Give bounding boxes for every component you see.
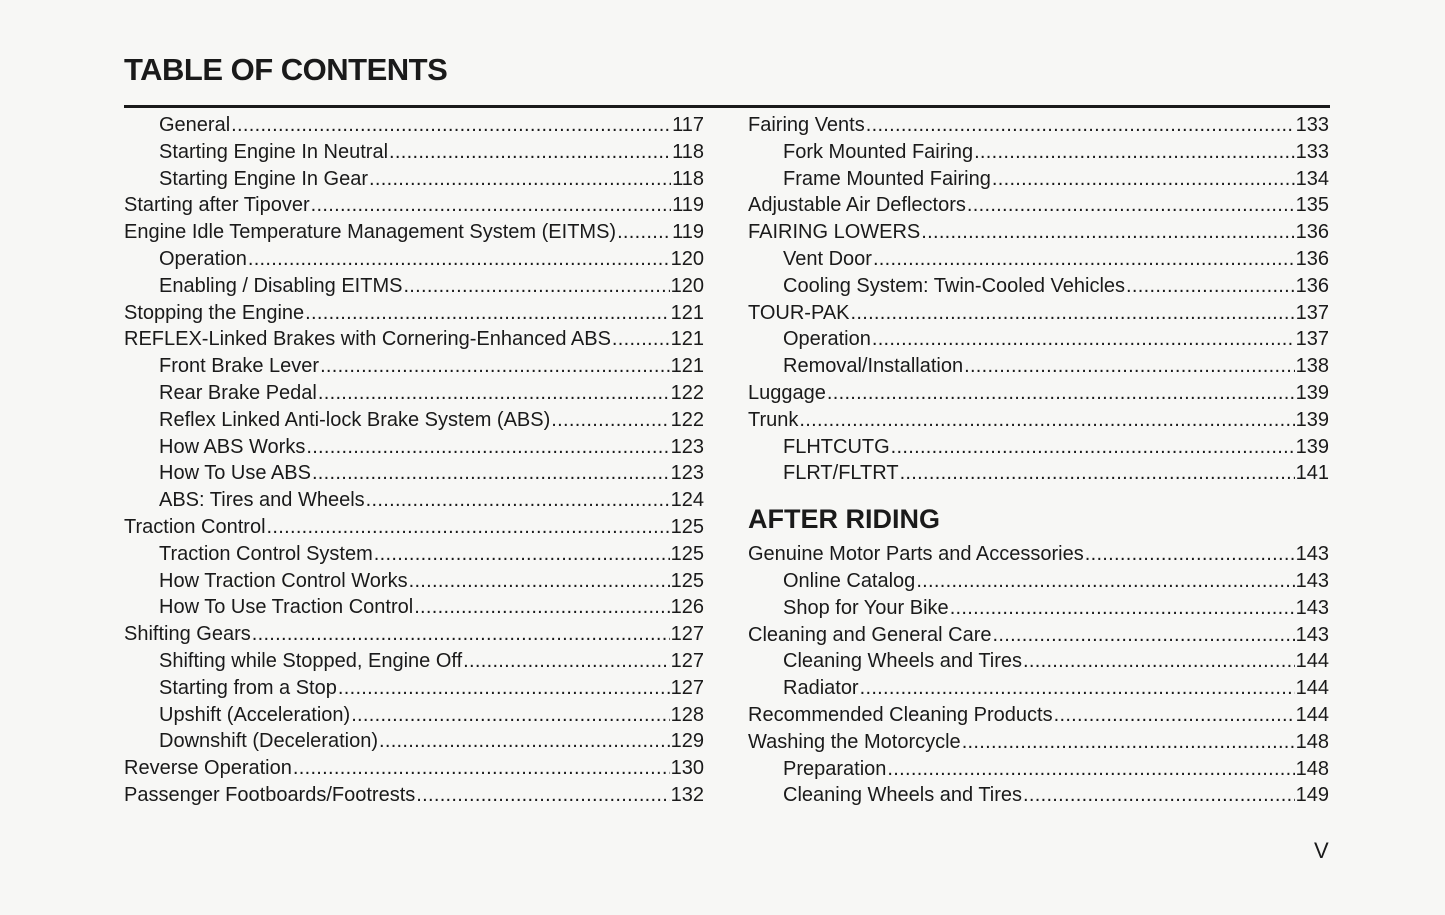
- dot-leader: [416, 784, 669, 807]
- toc-entry-page: 144: [1295, 650, 1329, 673]
- dot-leader: [379, 730, 670, 753]
- toc-entry-label: How Traction Control Works: [159, 569, 408, 592]
- toc-entry-page: 125: [670, 569, 704, 592]
- toc-entry-label: Front Brake Lever: [159, 355, 320, 378]
- toc-entry[interactable]: [748, 624, 1329, 651]
- toc-entry[interactable]: [124, 114, 704, 141]
- toc-entry-label: Rear Brake Pedal: [159, 381, 317, 404]
- toc-entry-page: 119: [672, 194, 704, 217]
- toc-entry-page: 118: [672, 140, 704, 163]
- toc-entry-page: 139: [1295, 381, 1329, 404]
- toc-entry[interactable]: [748, 194, 1329, 221]
- toc-entry-label: Starting Engine In Neutral: [159, 140, 389, 163]
- toc-entry[interactable]: [748, 409, 1329, 436]
- toc-entry-page: 127: [670, 623, 704, 646]
- dot-leader: [873, 248, 1295, 271]
- toc-entry[interactable]: [124, 436, 704, 463]
- dot-leader: [414, 596, 669, 619]
- dot-leader: [318, 382, 670, 405]
- toc-entry-page: 122: [670, 408, 704, 431]
- toc-list-left: [124, 114, 704, 811]
- toc-entry-page: 126: [670, 596, 704, 619]
- dot-leader: [992, 168, 1295, 191]
- dot-leader: [967, 194, 1295, 217]
- toc-entry-page: 139: [1295, 408, 1329, 431]
- toc-entry-page: 143: [1295, 543, 1329, 566]
- section-heading-after-riding: AFTER RIDING: [748, 504, 940, 535]
- dot-leader: [409, 570, 670, 593]
- toc-entry[interactable]: [748, 355, 1329, 382]
- toc-entry-label: Frame Mounted Fairing: [783, 167, 991, 190]
- toc-entry[interactable]: [124, 275, 704, 302]
- dot-leader: [1023, 650, 1295, 673]
- dot-leader: [964, 355, 1295, 378]
- toc-entry-page: 117: [672, 114, 704, 136]
- toc-entry-label: Starting after Tipover: [124, 194, 310, 217]
- toc-entry[interactable]: [124, 489, 704, 516]
- toc-entry-label: Reflex Linked Anti-lock Brake System (ABS): [159, 408, 551, 431]
- toc-entry-label: Operation: [159, 247, 247, 270]
- toc-entry-page: 128: [670, 703, 704, 726]
- toc-entry[interactable]: [748, 677, 1329, 704]
- toc-entry-label: Vent Door: [783, 247, 872, 270]
- dot-leader: [338, 677, 670, 700]
- toc-entry-page: 130: [670, 757, 704, 780]
- toc-entry-label: Cooling System: Twin-Cooled Vehicles: [783, 274, 1126, 297]
- toc-entry-page: 134: [1295, 167, 1329, 190]
- toc-entry-page: 119: [672, 221, 704, 244]
- dot-leader: [993, 624, 1295, 647]
- toc-entry[interactable]: [748, 704, 1329, 731]
- toc-entry[interactable]: [748, 731, 1329, 758]
- dot-leader: [293, 757, 670, 780]
- toc-entry-label: How ABS Works: [159, 435, 306, 458]
- toc-entry-label: Cleaning Wheels and Tires: [783, 784, 1023, 807]
- dot-leader: [389, 141, 671, 164]
- dot-leader: [252, 623, 670, 646]
- dot-leader: [311, 194, 671, 217]
- toc-entry-label: Upshift (Acceleration): [159, 703, 351, 726]
- toc-entry-label: Starting from a Stop: [159, 676, 337, 699]
- toc-entry[interactable]: [124, 677, 704, 704]
- dot-leader: [851, 302, 1295, 325]
- toc-entry[interactable]: [748, 275, 1329, 302]
- dot-leader: [1085, 543, 1295, 566]
- toc-entry[interactable]: [748, 462, 1329, 489]
- toc-entry-page: 137: [1295, 301, 1329, 324]
- toc-entry[interactable]: [748, 114, 1329, 141]
- toc-entry-label: Online Catalog: [783, 569, 916, 592]
- dot-leader: [267, 516, 670, 539]
- toc-entry[interactable]: [748, 382, 1329, 409]
- toc-entry-page: 133: [1295, 140, 1329, 163]
- toc-entry-label: Operation: [783, 328, 871, 351]
- dot-leader: [248, 248, 670, 271]
- toc-entry-page: 129: [670, 730, 704, 753]
- toc-entry-label: Stopping the Engine: [124, 301, 305, 324]
- toc-entry[interactable]: [124, 462, 704, 489]
- dot-leader: [374, 543, 670, 566]
- toc-entry-label: Shop for Your Bike: [783, 596, 949, 619]
- toc-entry-page: 139: [1295, 435, 1329, 458]
- toc-entry-page: 127: [670, 649, 704, 672]
- dot-leader: [916, 570, 1294, 593]
- toc-entry-page: 124: [670, 489, 704, 512]
- toc-entry-page: 136: [1295, 274, 1329, 297]
- toc-entry-page: 120: [670, 247, 704, 270]
- toc-entry-label: Shifting Gears: [124, 623, 251, 646]
- toc-entry-label: Fairing Vents: [748, 114, 865, 136]
- dot-leader: [866, 114, 1295, 137]
- toc-entry[interactable]: [124, 570, 704, 597]
- toc-entry[interactable]: [124, 704, 704, 731]
- toc-entry[interactable]: [748, 168, 1329, 195]
- toc-entry[interactable]: [124, 757, 704, 784]
- page-number: V: [1314, 838, 1329, 863]
- dot-leader: [617, 221, 671, 244]
- toc-entry-label: ABS: Tires and Wheels: [159, 489, 365, 512]
- toc-entry[interactable]: [124, 623, 704, 650]
- toc-entry-page: 123: [670, 462, 704, 485]
- dot-leader: [887, 758, 1294, 781]
- toc-entry-page: 127: [670, 676, 704, 699]
- toc-entry-page: 132: [670, 783, 704, 806]
- toc-entry-label: Genuine Motor Parts and Accessories: [748, 543, 1084, 566]
- dot-leader: [799, 409, 1294, 432]
- page-title: TABLE OF CONTENTS: [124, 52, 448, 87]
- toc-entry[interactable]: [748, 784, 1329, 811]
- dot-leader: [860, 677, 1295, 700]
- toc-entry-label: Washing the Motorcycle: [748, 730, 961, 753]
- toc-entry-page: 136: [1295, 247, 1329, 270]
- toc-entry-label: Engine Idle Temperature Management System (EITMS): [124, 221, 617, 244]
- toc-entry-page: 138: [1295, 355, 1329, 378]
- toc-entry-page: 125: [670, 515, 704, 538]
- toc-entry-page: 118: [672, 167, 704, 190]
- dot-leader: [320, 355, 670, 378]
- toc-entry-label: Downshift (Deceleration): [159, 730, 378, 753]
- toc-entry[interactable]: [748, 650, 1329, 677]
- dot-leader: [921, 221, 1294, 244]
- toc-entry-page: 135: [1295, 194, 1329, 217]
- toc-entry-page: 121: [670, 328, 704, 351]
- dot-leader: [827, 382, 1295, 405]
- toc-entry-page: 136: [1295, 221, 1329, 244]
- toc-entry[interactable]: [124, 248, 704, 275]
- dot-leader: [1023, 784, 1295, 807]
- toc-entry-label: How To Use Traction Control: [159, 596, 414, 619]
- toc-entry-label: Fork Mounted Fairing: [783, 140, 974, 163]
- toc-entry-page: 149: [1295, 784, 1329, 807]
- toc-entry[interactable]: [124, 302, 704, 329]
- toc-list-right-bottom: [748, 543, 1329, 811]
- dot-leader: [463, 650, 669, 673]
- toc-entry-page: 148: [1295, 757, 1329, 780]
- dot-leader: [305, 302, 669, 325]
- dot-leader: [872, 328, 1295, 351]
- toc-entry[interactable]: [748, 570, 1329, 597]
- toc-entry-page: 143: [1295, 569, 1329, 592]
- toc-entry-label: FLRT/FLTRT: [783, 462, 899, 485]
- toc-entry-page: 143: [1295, 623, 1329, 646]
- toc-entry-label: Cleaning Wheels and Tires: [783, 650, 1023, 673]
- toc-list-right-top: [748, 114, 1329, 489]
- toc-entry-label: Radiator: [783, 677, 859, 700]
- toc-entry-label: Luggage: [748, 381, 826, 404]
- dot-leader: [962, 731, 1295, 754]
- toc-entry[interactable]: [748, 221, 1329, 248]
- toc-entry[interactable]: [124, 596, 704, 623]
- toc-entry-label: Enabling / Disabling EITMS: [159, 274, 403, 297]
- toc-entry-label: Passenger Footboards/Footrests: [124, 783, 416, 806]
- toc-entry-page: 144: [1295, 677, 1329, 700]
- toc-entry-label: FAIRING LOWERS: [748, 221, 921, 244]
- toc-entry-page: 120: [670, 274, 704, 297]
- toc-entry-page: 148: [1295, 730, 1329, 753]
- toc-entry-label: FLHTCUTG: [783, 435, 890, 458]
- toc-entry-label: How To Use ABS: [159, 462, 311, 485]
- toc-entry-label: Trunk: [748, 408, 799, 431]
- toc-entry[interactable]: [124, 784, 704, 811]
- toc-entry[interactable]: [124, 409, 704, 436]
- dot-leader: [950, 597, 1295, 620]
- toc-entry[interactable]: [124, 516, 704, 543]
- toc-entry[interactable]: [748, 543, 1329, 570]
- dot-leader: [612, 328, 670, 351]
- dot-leader: [369, 168, 671, 191]
- dot-leader: [1126, 275, 1295, 298]
- toc-entry[interactable]: [124, 730, 704, 757]
- dot-leader: [351, 704, 669, 727]
- dot-leader: [306, 436, 669, 459]
- toc-entry[interactable]: [748, 248, 1329, 275]
- toc-entry-page: 137: [1295, 328, 1329, 351]
- dot-leader: [891, 436, 1295, 459]
- dot-leader: [974, 141, 1295, 164]
- toc-entry[interactable]: [124, 543, 704, 570]
- toc-entry[interactable]: [124, 328, 704, 355]
- toc-entry-page: 121: [670, 355, 704, 378]
- toc-entry-page: 123: [670, 435, 704, 458]
- toc-entry-label: Removal/Installation: [783, 355, 964, 378]
- toc-entry-page: 121: [670, 301, 704, 324]
- toc-entry-label: General: [159, 114, 231, 136]
- toc-entry-label: Preparation: [783, 757, 887, 780]
- dot-leader: [312, 462, 670, 485]
- toc-entry-label: Reverse Operation: [124, 757, 292, 780]
- toc-entry[interactable]: [748, 328, 1329, 355]
- toc-entry-page: 144: [1295, 703, 1329, 726]
- toc-entry[interactable]: [124, 382, 704, 409]
- toc-entry-label: Recommended Cleaning Products: [748, 703, 1053, 726]
- toc-entry[interactable]: [124, 355, 704, 382]
- toc-entry[interactable]: [124, 650, 704, 677]
- toc-entry[interactable]: [124, 141, 704, 168]
- toc-entry-label: REFLEX-Linked Brakes with Cornering-Enhanced ABS: [124, 328, 611, 351]
- toc-entry[interactable]: [748, 758, 1329, 785]
- toc-entry[interactable]: [748, 141, 1329, 168]
- toc-entry[interactable]: [124, 221, 704, 248]
- title-divider: [124, 105, 1330, 108]
- toc-entry[interactable]: [748, 597, 1329, 624]
- toc-entry[interactable]: [748, 436, 1329, 463]
- toc-entry-label: Cleaning and General Care: [748, 623, 992, 646]
- dot-leader: [231, 114, 671, 137]
- dot-leader: [900, 462, 1295, 485]
- toc-entry-label: TOUR-PAK: [748, 301, 850, 324]
- toc-entry-label: Traction Control: [124, 515, 266, 538]
- dot-leader: [1054, 704, 1295, 727]
- toc-entry[interactable]: [124, 194, 704, 221]
- toc-entry-page: 122: [670, 381, 704, 404]
- toc-entry-label: Starting Engine In Gear: [159, 167, 369, 190]
- toc-entry-label: Adjustable Air Deflectors: [748, 194, 966, 217]
- toc-entry-page: 133: [1295, 114, 1329, 136]
- toc-entry-label: Shifting while Stopped, Engine Off: [159, 649, 463, 672]
- toc-left-column: [124, 114, 704, 811]
- dot-leader: [366, 489, 670, 512]
- dot-leader: [403, 275, 669, 298]
- toc-entry[interactable]: [124, 168, 704, 195]
- toc-entry-page: 143: [1295, 596, 1329, 619]
- dot-leader: [551, 409, 669, 432]
- toc-right-column: [748, 114, 1329, 811]
- toc-entry-label: Traction Control System: [159, 542, 373, 565]
- toc-entry-page: 141: [1295, 462, 1329, 485]
- toc-entry[interactable]: [748, 302, 1329, 329]
- toc-entry-page: 125: [670, 542, 704, 565]
